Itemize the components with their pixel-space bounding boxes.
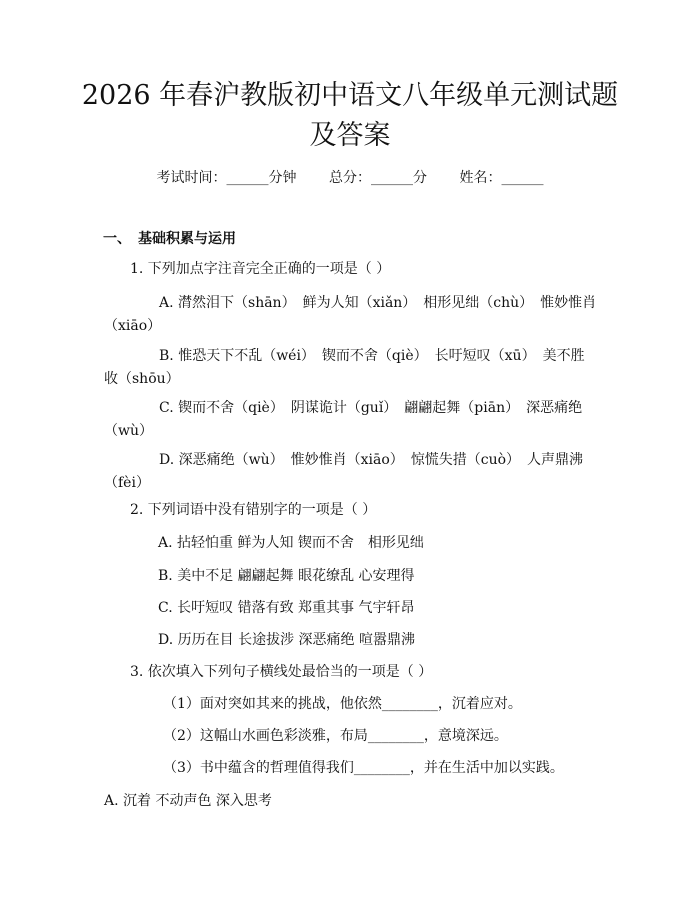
question-1-stem: 1. 下列加点字注音完全正确的一项是（ ） [130, 261, 391, 277]
question-1-option-d: D. 深恶痛绝（wù） 惟妙惟肖（xiāo） 惊慌失措（cuò） 人声鼎沸（fèi） [104, 452, 584, 491]
question-3-sentence-1: （1）面对突如其来的挑战，他依然________，沉着应对。 [163, 696, 522, 712]
question-1-option-b: B. 惟恐天下不乱（wéi） 锲而不舍（qiè） 长吁短叹（xū） 美不胜收（shōu） [104, 348, 585, 387]
question-3-sentence-3: （3）书中蕴含的哲理值得我们________，并在生活中加以实践。 [163, 760, 564, 776]
title-line-1: 2026 年春沪教版初中语文八年级单元测试题 [81, 80, 619, 111]
question-2-option-a: A. 拈轻怕重 鲜为人知 锲而不舍 相形见绌 [158, 535, 424, 551]
question-2-option-b: B. 美中不足 翩翩起舞 眼花缭乱 心安理得 [158, 568, 415, 584]
question-2-option-c: C. 长吁短叹 错落有致 郑重其事 气宇轩昂 [158, 600, 415, 616]
question-1-option-a: A. 潸然泪下（shān） 鲜为人知（xiǎn） 相形见绌（chù） 惟妙惟肖（xiāo） [104, 295, 597, 334]
exam-score: 总分：______分 [329, 170, 427, 186]
document-title [0, 76, 700, 156]
exam-meta [0, 168, 700, 188]
question-3-stem: 3. 依次填入下列句子横线处最恰当的一项是（ ） [130, 664, 433, 680]
question-1-option-c: C. 锲而不舍（qiè） 阴谋诡计（guǐ） 翩翩起舞（piān） 深恶痛绝（wù） [104, 400, 583, 439]
question-3-option-a: A. 沉着 不动声色 深入思考 [104, 793, 272, 809]
section-heading: 一、 基础积累与运用 [103, 231, 236, 247]
exam-time: 考试时间：______分钟 [156, 170, 297, 186]
question-2-option-d: D. 历历在目 长途拔涉 深恶痛绝 喧嚣鼎沸 [158, 632, 415, 648]
title-line-2: 及答案 [309, 120, 391, 151]
student-name: 姓名：______ [459, 170, 544, 186]
question-3-sentence-2: （2）这幅山水画色彩淡雅，布局________，意境深远。 [163, 728, 508, 744]
question-2-stem: 2. 下列词语中没有错别字的一项是（ ） [130, 502, 377, 518]
